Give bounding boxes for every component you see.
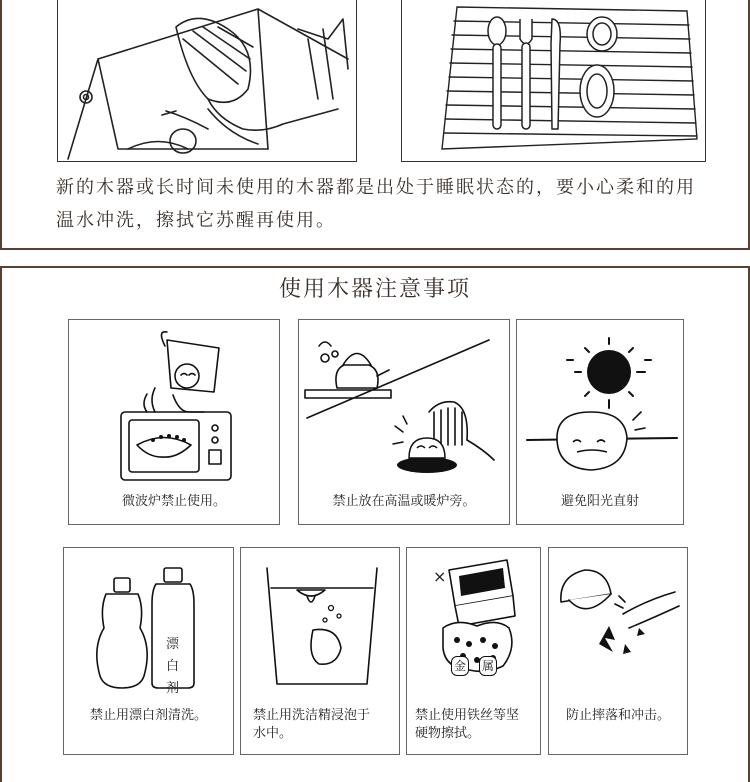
bleach-char-1: 漂 xyxy=(166,637,180,652)
microwave-icon xyxy=(69,320,281,490)
kettle-and-heater-icon xyxy=(299,320,511,490)
intro-text-line2: 温水冲洗，擦拭它苏醒再使用。 xyxy=(56,210,336,231)
card-caption-line2: 硬物擦拭。 xyxy=(415,726,481,741)
cross-mark-icon: × xyxy=(433,567,447,586)
bleach-bottles-icon xyxy=(64,548,235,698)
card-caption: 防止摔落和冲击。 xyxy=(565,708,670,723)
scrub-sponge-icon xyxy=(407,548,542,698)
card-caption: 微波炉禁止使用。 xyxy=(121,494,226,509)
metal-label-2: 属 xyxy=(479,656,497,676)
card-caption-line1: 禁止使用铁丝等坚 xyxy=(415,708,520,723)
sun-icon xyxy=(517,320,685,490)
metal-label-1: 金 xyxy=(451,656,469,676)
card-caption: 避免阳光直射 xyxy=(560,494,639,509)
bowl-in-water-icon xyxy=(241,548,401,698)
card-microwave xyxy=(68,319,280,525)
utensils-on-striped-cloth-icon xyxy=(401,0,706,162)
section-title: 使用木器注意事项 xyxy=(278,277,471,302)
washing-hands-in-sink-icon xyxy=(57,0,357,162)
bleach-char-3: 剂 xyxy=(166,681,180,696)
card-sunlight xyxy=(516,319,684,525)
card-caption-line2: 水中。 xyxy=(253,726,293,741)
card-bleach xyxy=(63,547,234,755)
card-detergent xyxy=(240,547,400,755)
card-impact xyxy=(548,547,688,755)
bleach-char-2: 白 xyxy=(166,659,180,674)
card-scrubbing xyxy=(406,547,541,755)
card-caption: 禁止用漂白剂清洗。 xyxy=(89,708,207,723)
intro-text-line1: 新的木器或长时间未使用的木器都是出处于睡眠状态的，要小心柔和的用 xyxy=(56,177,696,198)
falling-bowl-icon xyxy=(549,548,689,698)
card-heat xyxy=(298,319,510,525)
card-caption-line1: 禁止用洗洁精浸泡于 xyxy=(253,708,371,723)
card-caption: 禁止放在高温或暖炉旁。 xyxy=(332,494,476,509)
